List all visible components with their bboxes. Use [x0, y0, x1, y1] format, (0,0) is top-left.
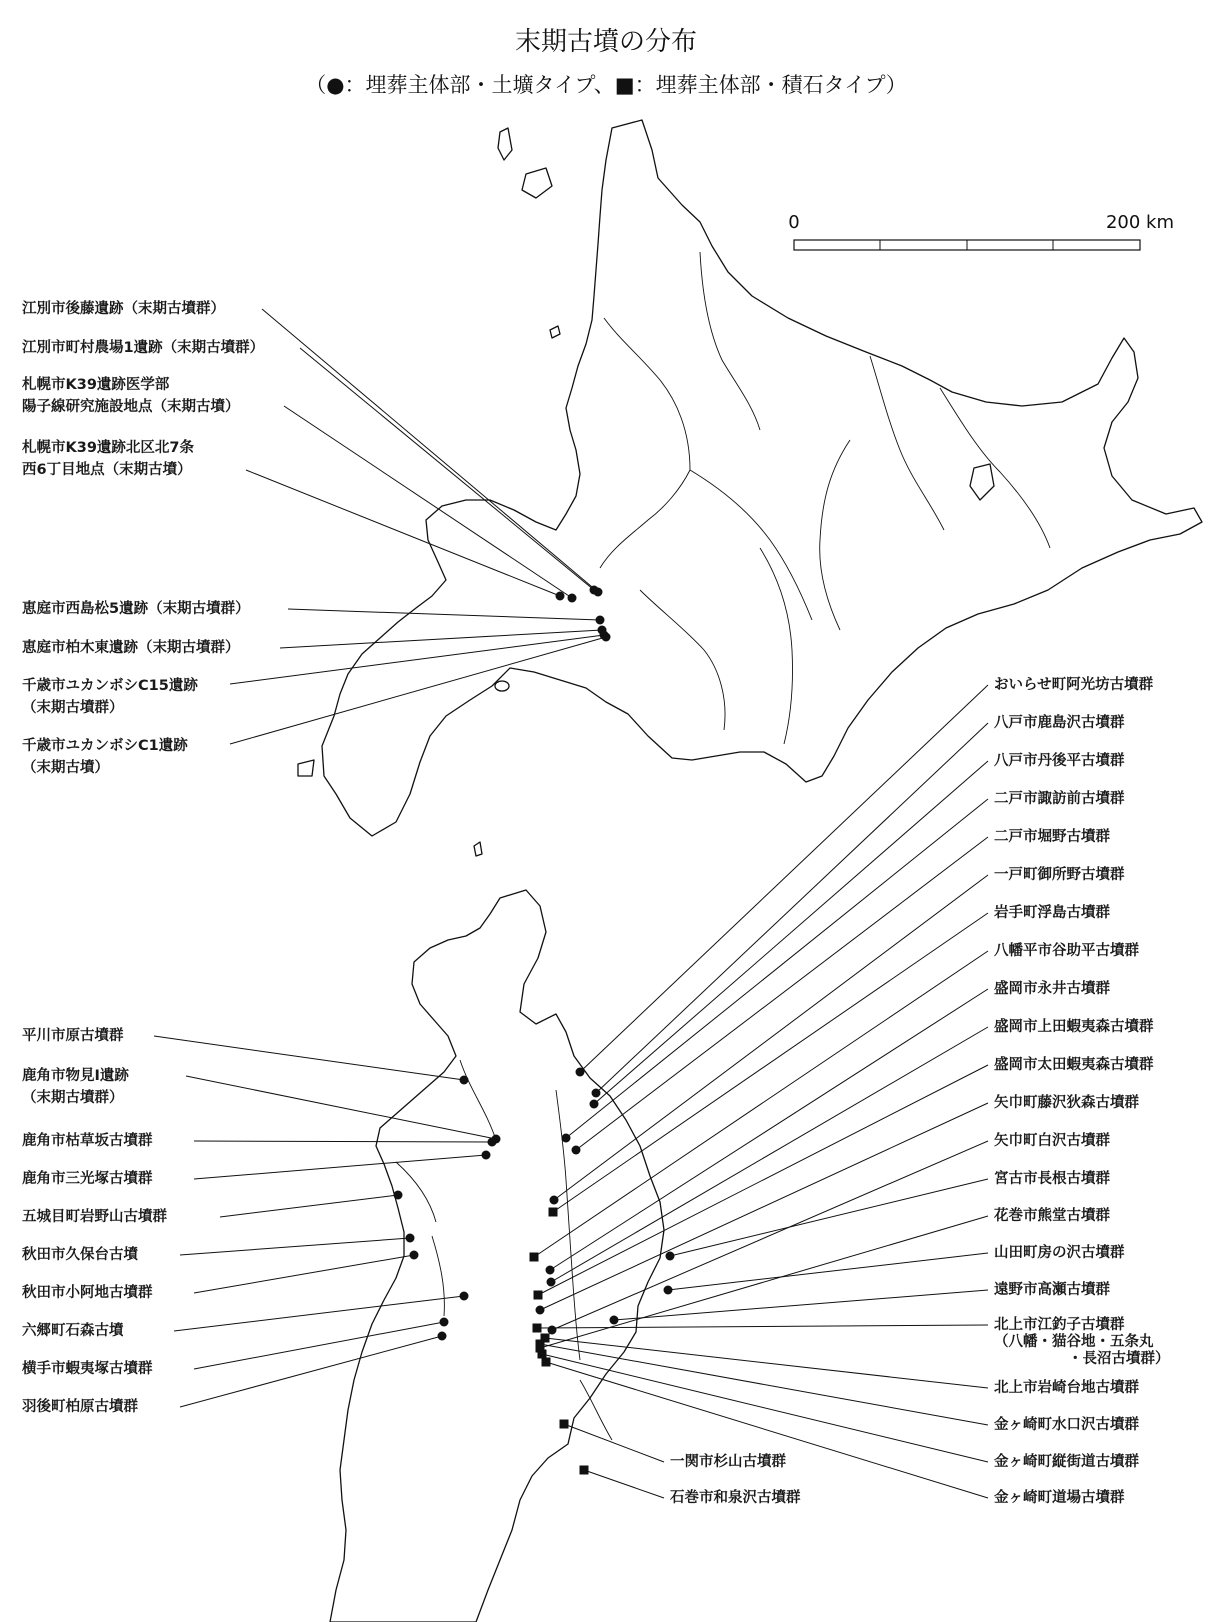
site-label: 八戸市鹿島沢古墳群 [994, 715, 1125, 731]
site-label: 一戸町御所野古墳群 [994, 867, 1125, 883]
site-label: 石巻市和泉沢古墳群 [670, 1490, 801, 1506]
site-label: 恵庭市柏木東遺跡（末期古墳群） [22, 640, 240, 656]
site-label: 一関市杉山古墳群 [670, 1454, 786, 1470]
site-label: おいらせ町阿光坊古墳群 [994, 677, 1154, 693]
leader-line [596, 723, 988, 1093]
leader-line [594, 761, 988, 1104]
site-label: 千歳市ユカンボシC1遺跡 （末期古墳） [22, 738, 188, 776]
site-circle-marker [568, 594, 577, 603]
site-label: 平川市原古墳群 [22, 1028, 124, 1044]
leader-line [284, 406, 572, 598]
leader-line [194, 1141, 492, 1142]
right-site-labels [993, 675, 1170, 1506]
site-circle-marker [596, 616, 605, 625]
leader-line [300, 348, 594, 590]
leader-line [614, 1290, 988, 1320]
site-square-marker [533, 1324, 542, 1333]
site-label: 五城目町岩野山古墳群 [22, 1209, 167, 1225]
map-subtitle: （●：埋葬主体部・土壙タイプ、■：埋葬主体部・積石タイプ） [305, 73, 907, 97]
leader-line [546, 1362, 988, 1498]
site-circle-marker [460, 1076, 469, 1085]
site-label: 岩手町浮島古墳群 [994, 905, 1110, 921]
leader-line [186, 1076, 496, 1139]
site-label: 北上市岩崎台地古墳群 [994, 1380, 1139, 1396]
tohoku-rivers [396, 1060, 612, 1440]
site-square-marker [534, 1291, 543, 1300]
site-label: 八幡平市谷助平古墳群 [994, 943, 1139, 959]
site-label: 横手市蝦夷塚古墳群 [22, 1361, 153, 1377]
site-square-marker [542, 1358, 551, 1367]
site-circle-marker [482, 1151, 491, 1160]
site-label: 山田町房の沢古墳群 [994, 1245, 1125, 1261]
site-circle-marker [548, 1326, 557, 1335]
bottom-site-labels [670, 1452, 801, 1506]
site-circle-marker [550, 1196, 559, 1205]
site-square-marker [580, 1466, 589, 1475]
leader-line [564, 1424, 664, 1462]
site-label: 六郷町石森古墳 [22, 1323, 124, 1339]
left-site-labels [21, 299, 264, 1415]
site-label: 札幌市K39遺跡医学部 陽子線研究施設地点（末期古墳） [22, 377, 240, 415]
site-label: 金ヶ崎町水口沢古墳群 [994, 1417, 1139, 1433]
site-label: 遠野市高瀬古墳群 [994, 1282, 1110, 1298]
site-circle-marker [546, 1266, 555, 1275]
site-circle-marker [547, 1278, 556, 1287]
leader-line [553, 913, 988, 1212]
site-circle-marker [576, 1068, 585, 1077]
leader-line [194, 1155, 486, 1179]
site-label: 秋田市久保台古墳 [22, 1247, 138, 1263]
site-label: 矢巾町白沢古墳群 [994, 1133, 1110, 1149]
site-label: 花巻市熊堂古墳群 [994, 1208, 1110, 1224]
site-label: 宮古市長根古墳群 [994, 1171, 1110, 1187]
site-label: 鹿角市物見Ⅰ遺跡 （末期古墳群） [22, 1068, 129, 1106]
leader-line [576, 837, 988, 1150]
scale-bar [788, 212, 1174, 250]
site-label: 二戸市諏訪前古墳群 [994, 791, 1125, 807]
site-label: 金ヶ崎町縦街道古墳群 [994, 1454, 1139, 1470]
leader-line [550, 989, 988, 1270]
leader-line [540, 1344, 988, 1425]
site-circle-marker [664, 1286, 673, 1295]
site-square-marker [530, 1253, 539, 1262]
leader-line [262, 309, 598, 592]
site-label: 鹿角市三光塚古墳群 [22, 1171, 153, 1187]
site-label: 羽後町柏原古墳群 [22, 1399, 138, 1415]
site-label: 江別市後藤遺跡（末期古墳群） [22, 301, 225, 317]
leader-line [280, 630, 602, 648]
leader-line [537, 1325, 988, 1328]
site-circle-marker [394, 1191, 403, 1200]
leader-line [566, 799, 988, 1138]
site-label: 恵庭市西島松5遺跡（末期古墳群） [22, 601, 250, 617]
site-label: 盛岡市太田蝦夷森古墳群 [994, 1057, 1154, 1073]
leader-line [551, 1027, 988, 1282]
site-circle-marker [590, 586, 599, 595]
site-square-marker [549, 1208, 558, 1217]
leader-line [670, 1179, 988, 1256]
scale-start-label: 0 [788, 212, 800, 233]
site-label: 二戸市堀野古墳群 [994, 829, 1110, 845]
leader-line [554, 875, 988, 1200]
site-square-marker [536, 1340, 545, 1349]
site-circle-marker [410, 1251, 419, 1260]
leader-line [194, 1255, 414, 1293]
map-title: 末期古墳の分布 [514, 27, 698, 57]
site-circle-marker [556, 592, 565, 601]
leader-line [246, 470, 560, 596]
site-label: 盛岡市永井古墳群 [994, 981, 1110, 997]
site-label: 矢巾町藤沢狄森古墳群 [994, 1095, 1139, 1111]
leader-line [220, 1195, 398, 1217]
site-label: 八戸市丹後平古墳群 [994, 753, 1125, 769]
site-label: 江別市町村農場1遺跡（末期古墳群） [22, 340, 265, 356]
site-circle-marker [572, 1146, 581, 1155]
site-circle-marker [602, 633, 611, 642]
leader-line [288, 609, 600, 620]
leader-lines [154, 309, 988, 1498]
site-circle-marker [440, 1318, 449, 1327]
site-label: 鹿角市枯草坂古墳群 [22, 1133, 153, 1149]
site-label: 北上市江釣子古墳群 （八幡・猫谷地・五条丸 ・長沼古墳群） [994, 1317, 1170, 1367]
site-circle-marker [592, 1089, 601, 1098]
leader-line [545, 1338, 988, 1388]
leader-line [174, 1296, 464, 1331]
site-circle-marker [610, 1316, 619, 1325]
leader-line [534, 951, 988, 1257]
site-circle-marker [536, 1306, 545, 1315]
leader-line [542, 1354, 988, 1462]
site-circle-marker [666, 1252, 675, 1261]
site-circle-marker [488, 1138, 497, 1147]
site-circle-marker [460, 1292, 469, 1301]
leader-line [154, 1036, 464, 1080]
site-label: 秋田市小阿地古墳群 [22, 1285, 153, 1301]
site-circle-marker [438, 1332, 447, 1341]
small-features [298, 128, 994, 856]
leader-line [540, 1216, 988, 1348]
leader-line [180, 1238, 410, 1255]
site-label: 札幌市K39遺跡北区北7条 西6丁目地点（末期古墳） [22, 440, 195, 478]
site-square-marker [560, 1420, 569, 1429]
site-label: 金ヶ崎町道場古墳群 [994, 1490, 1125, 1506]
leader-line [584, 1470, 664, 1498]
site-circle-marker [562, 1134, 571, 1143]
leader-line [230, 637, 606, 744]
scale-end-label: 200 km [1105, 212, 1175, 233]
site-label: 盛岡市上田蝦夷森古墳群 [994, 1019, 1154, 1035]
site-circle-marker [406, 1234, 415, 1243]
site-label: 千歳市ユカンボシC15遺跡 （末期古墳群） [22, 678, 198, 716]
site-circle-marker [590, 1100, 599, 1109]
site-square-marker [538, 1350, 547, 1359]
